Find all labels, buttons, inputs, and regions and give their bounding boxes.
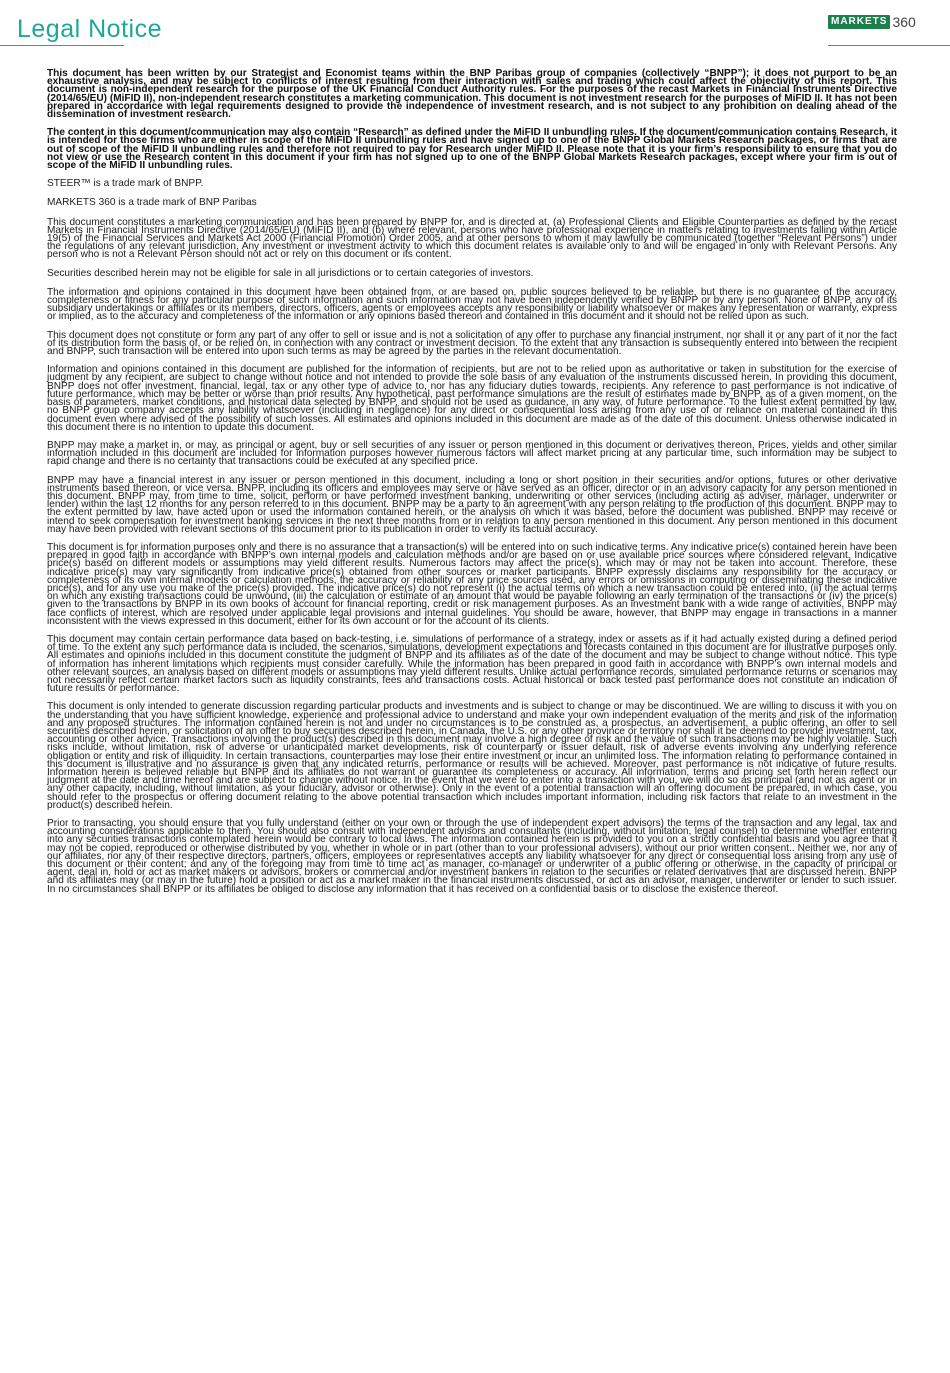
paragraph-eligibility: Securities described herein may not be eligible for sale in all jurisdictions or to certain categories of investors. xyxy=(47,267,534,279)
paragraph-opinions: Information and opinions contained in this document are published for the information of recipients, but are not to be relied upon as authoritative or taken in substitution for the exercise of judgment by any recipient, are subject to change without notice and not intended to provide the sole basis of any evaluation of the instruments discussed herein. In providing this document, BNPP does not offer investment, financial, legal, tax or any other type of advice to, nor has any fiduciary duties towards, recipients. Any reference to past performance is not indicative of future performance, which may be better or worse than prior results. Any hypothetical, past performance simulations are the result of estimates made by BNPP, as of a given moment, on the basis of parameters, market conditions, and historical data selected by BNPP, and should not be used as guidance, in any way, of future performance. To the fullest extent permitted by law, no BNPP group company accepts any liability whatsoever (including in negligence) for any direct or consequential loss arising from any use of or reliance on material contained in this document even where advised of the possibility of such losses. All estimates and opinions included in this document are made as of the date of this document. Unless otherwise indicated in this document there is no intention to update this document. xyxy=(47,364,897,433)
logo-markets-badge: MARKETS xyxy=(828,15,890,29)
page-title: Legal Notice xyxy=(17,15,162,43)
paragraph-steer-trademark: STEER™ is a trade mark of BNPP. xyxy=(47,178,204,190)
paragraph-marketing-communication: This document constitutes a marketing communication and has been prepared by BNPP for, and is directed at, (a) Professional Clients and Eligible Counterparties as defined by the recast Markets in Financial Instruments Directive (2014/65/EU) (MiFID II), and (b) where relevant, persons who have professional experience in matters relating to investments falling within Article 19(5) of the Financial Services and Markets Act 2000 (Financial Promotion) Order 2005, and at other persons to whom it may lawfully be communicated (together “Relevant Persons”) under the regulations of any relevant jurisdiction. Any investment or investment activity to which this document relates is available only to and will be engaged in only with Relevant Persons. Any person who is not a Relevant Person should not act or rely on this document or its content. xyxy=(47,216,897,261)
paragraph-market-making: BNPP may make a market in, or may, as principal or agent, buy or sell securities of any issuer or person mentioned in this document or derivatives thereon. Prices, yields and other similar information included in this document are included for information purposes however numerous factors will affect market pricing at any particular time, such information may be subject to rapid change and there is no certainty that transactions could be executed at any specified price. xyxy=(47,439,897,468)
legal-notice-body xyxy=(47,70,897,904)
paragraph-back-testing: This document may contain certain performance data based on back-testing, i.e. simulations of performance of a strategy, index or assets as if it had actually existed during a defined period of time. To the extent any such performance data is included, the scenarios, simulations, development expectations and forecasts contained in this document are for illustrative purposes only. All estimates and opinions included in this document constitute the judgment of BNPP and its affiliates as of the date of the document and may be subject to change without notice. This type of information has inherent limitations which recipients must consider carefully. While the information has been prepared in good faith in accordance with BNPP’s own internal models and other relevant sources, an analysis based on different models or assumptions may yield different results. Unlike actual performance records, simulated performance returns or scenarios may not necessarily reflect certain market factors such as liquidity constraints, fees and transactions costs. Actual historical or back tested past performance does not constitute an indication of future results or performance. xyxy=(47,633,897,695)
header-divider-right xyxy=(828,45,950,46)
header-divider-left xyxy=(0,45,124,46)
paragraph-disclaimer-research: This document has been written by our Strategist and Economist teams within the BNP Paribas group of companies (collectively “BNPP”); it does not purport to be an exhaustive analysis, and may be subject to conflicts of interest resulting from their interaction with sales and trading which could affect the objectivity of this report. This document is non-independent research for the purpose of the UK Financial Conduct Authority rules. For the purposes of the recast Markets in Financial Instruments Directive (2014/65/EU) (MiFID II), non-independent research constitutes a marketing communication. This document is not investment research for the purposes of MiFID II. It has not been prepared in accordance with legal requirements designed to provide the independence of investment research, and is not subject to any prohibition on dealing ahead of the dissemination of investment research. xyxy=(47,68,897,121)
paragraph-mifid-unbundling: The content in this document/communication may also contain “Research” as defined under the MiFID II unbundling rules. If the document/communication contains Research, it is intended for those firms who are either in scope of the MiFID II unbundling rules and have signed up to one of the BNPP Global Markets Research packages, or firms that are out of scope of the MiFID II unbundling rules and therefore not required to pay for Research under MiFID II. Please note that it is your firm’s responsibility to ensure that you do not view or use the Research content in this document if your firm has not signed up to one of the BNPP Global Markets Research packages, except where your firm is out of scope of the MiFID II unbundling rules. xyxy=(47,127,897,172)
paragraph-indicative-prices: This document is for information purposes only and there is no assurance that a transaction(s) will be entered into on such indicative terms. Any indicative price(s) contained herein have been prepared in good faith in accordance with BNPP’s own internal models and calculation methods and/or are based on or use available price sources where considered relevant. Indicative price(s) based on different models or assumptions may yield different results. Numerous factors may affect the price(s), which may or may not be taken into account. Therefore, these indicative price(s) may vary significantly from indicative price(s) obtained from other sources or market participants. BNPP expressly disclaims any responsibility for the accuracy or completeness of its own internal models or calculation methods, the accuracy or reliability of any price sources used, any errors or omissions in computing or disseminating these indicative price(s), and for any use you make of the price(s) provided. The indicative price(s) do not represent (i) the actual terms on which a new transaction could be entered into, (ii) the actual terms on which any existing transactions could be unwound, (iii) the calculation or estimate of an amount that would be payable following an early termination of the transactions or (iv) the price(s) given to the transactions by BNPP in its own books of account for financial reporting, credit or risk management purposes. As an investment bank with a wide range of activities, BNPP may face conflicts of interest, which are resolved under applicable legal provisions and internal guidelines. You should be aware, however, that BNPP may engage in transactions in a manner inconsistent with the views expressed in this document, either for its own account or for the account of its clients. xyxy=(47,541,897,627)
paragraph-prior-to-transacting: Prior to transacting, you should ensure that you fully understand (either on your own or through the use of independent expert advisors) the terms of the transaction and any legal, tax and accounting considerations applicable to them. You should also consult with independent advisors and consultants (including, without limitation, legal counsel) to determine whether entering into any securities transactions contemplated herein would be contrary to local laws. The information contained herein is provided to you on a strictly confidential basis and you agree that it may not be copied, reproduced or otherwise distributed by you, whether in whole or in part (other than to your professional advisers), without our prior written consent.. Neither we, nor any of our affiliates, nor any of their respective directors, partners, officers, employees or representatives accepts any liability whatsoever for any direct or consequential loss arising from any use of this document or their content; and any of the foregoing may from time to time act as manager, co-manager or underwriter of a public offering or otherwise, in the capacity of principal or agent, deal in, hold or act as market makers or advisors, brokers or commercial and/or investment bankers in relation to the securities or related derivatives that are discussed herein. BNPP and its affiliates may (or may in the future) hold a position or act as a market maker in the financial instruments discussed, or act as an advisor, manager, underwriter or lender to such issuer. In no circumstances shall BNPP or its affiliates be obliged to disclose any information that it has received on a confidential basis or to disclose the existence thereof. xyxy=(47,818,897,895)
paragraph-markets360-trademark: MARKETS 360 is a trade mark of BNP Paribas xyxy=(47,197,257,209)
paragraph-financial-interest: BNPP may have a financial interest in any issuer or person mentioned in this document, including a long or short position in their securities and/or options, futures or other derivative instruments based thereon, or vice versa. BNPP, including its officers and employees may serve or have served as an officer, director or in an advisory capacity for any person mentioned in this document. BNPP may, from time to time, solicit, perform or have performed investment banking, underwriting or other services (including acting as adviser, manager, underwriter or lender) within the last 12 months for any person referred to in this document. BNPP may be a party to an agreement with any person relating to the production of this document. BNPP may to the extent permitted by law, have acted upon or used the information contained herein, or the analysis on which it was based, before the document was published. BNPP may receive or intend to seek compensation for investment banking services in the next three months from or in relation to any person mentioned in this document. Any person mentioned in this document may have been provided with relevant sections of this document prior to its publication in order to verify its factual accuracy. xyxy=(47,474,897,535)
paragraph-discussion-purpose: This document is only intended to generate discussion regarding particular products and investments and is subject to change or may be discontinued. We are willing to discuss it with you on the understanding that you have sufficient knowledge, experience and professional advice to understand and make your own independent evaluation of the merits and risk of the information and any proposed structures. The information contained herein is not and under no circumstances is to be construed as, a prospectus, an advertisement, a public offering, an offer to sell securities described herein, or solicitation of an offer to buy securities described herein, in Canada, the U.S. or any other province or territory nor shall it be deemed to provide investment, tax, accounting or other advice. Transactions involving the product(s) described in this document may involve a high degree of risk and the value of such transactions may be highly volatile. Such risks include, without limitation, risk of adverse or unanticipated market developments, risk of counterparty or issuer default, risk of adverse events involving any underlying reference obligation or entity and risk of illiquidity. In certain transactions, counterparties may lose their entire investment or incur an unlimited loss. The information relating to performance contained in this document is illustrative and no assurance is given that any indicated returns, performance or results will be achieved. Moreover, past performance is not indicative of future results. Information herein is believed reliable but BNPP and its affiliates do not warrant or guarantee its completeness or accuracy. All information, terms and pricing set forth herein reflect our judgment at the date and time hereof and are subject to change without notice. In the event that we were to enter into a transaction with you, we will do so as principal (and not as agent or in any other capacity, including, without limitation, as your fiduciary, advisor or otherwise). Only in the event of a potential transaction will an offering document be prepared, in which case, you should refer to the prospectus or offering document relating to the above potential transaction which includes important information, including risk factors that relate to an investment in the product(s) described herein. xyxy=(47,701,897,811)
markets-360-logo xyxy=(828,15,916,29)
logo-number: 360 xyxy=(892,14,916,30)
paragraph-no-offer: This document does not constitute or form any part of any offer to sell or issue and is not a solicitation of any offer to purchase any financial instrument, nor shall it or any part of it nor the fact of its distribution form the basis of, or be relied on, in connection with any contract or investment decision. To the extent that any transaction is subsequently entered into between the recipient and BNPP, such transaction will be entered into upon such terms as may be agreed by the parties in the relevant documentation. xyxy=(47,329,897,358)
paragraph-information-sources: The information and opinions contained in this document have been obtained from, or are based on, public sources believed to be reliable, but there is no guarantee of the accuracy, completeness or fitness for any particular purpose of such information and such information may not have been independently verified by BNPP or by any person. None of BNPP, any of its subsidiary undertakings or affiliates or its members, directors, officers, agents or employees accepts any responsibility or liability whatsoever or makes any representation or warranty, express or implied, as to the accuracy and completeness of the information or any opinions based thereon and contained in this document and it should not be relied upon as such. xyxy=(47,286,897,323)
